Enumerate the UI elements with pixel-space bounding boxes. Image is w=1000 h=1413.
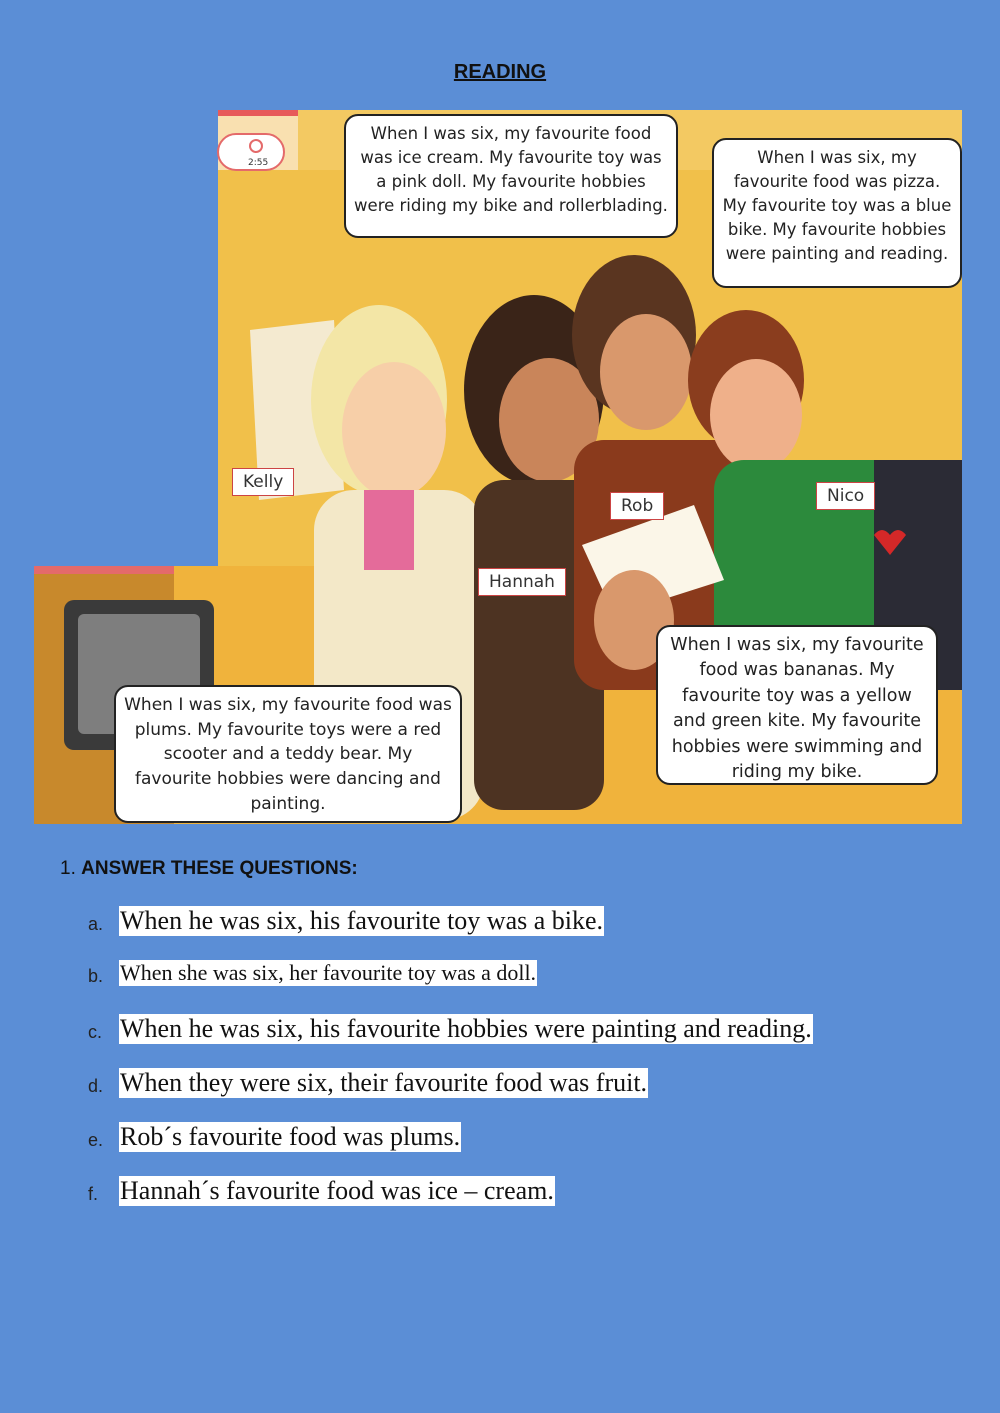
item-letter: d. (88, 1076, 104, 1096)
timer-label: 2:55 (248, 158, 269, 168)
answer-field[interactable]: Rob´s favourite food was plums. (120, 1122, 461, 1151)
comic-illustration (34, 110, 962, 824)
item-letter: b. (88, 966, 104, 986)
answer-field[interactable]: When he was six, his favourite toy was a bike. (120, 906, 604, 935)
question-heading-text: ANSWER THESE QUESTIONS: (81, 858, 358, 879)
item-letter: f. (88, 1184, 99, 1204)
answer-field[interactable]: When they were six, their favourite food was fruit. (120, 1068, 648, 1097)
name-tag-hannah: Hannah (478, 568, 566, 596)
name-tag-nico: Nico (816, 482, 875, 510)
speech-bubble-bottom-left: When I was six, my favourite food was plums. My favourite toys were a red scooter and a teddy bear. My favourite hobbies were dancing and painting. (114, 685, 462, 823)
speech-bubble-bottom-right: When I was six, my favourite food was bananas. My favourite toy was a yellow and green kite. My favourite hobbies were swimming and riding my bike. (656, 625, 938, 785)
speech-bubble-top-right: When I was six, my favourite food was pizza. My favourite toy was a blue bike. My favourite hobbies were painting and reading. (712, 138, 962, 288)
questions-heading (60, 858, 358, 880)
question-number: 1. (60, 858, 76, 879)
item-letter: e. (88, 1130, 104, 1150)
item-letter: a. (88, 914, 104, 934)
item-letter: c. (88, 1022, 103, 1042)
answer-field[interactable]: When she was six, her favourite toy was a doll. (120, 960, 537, 985)
answer-field[interactable]: Hannah´s favourite food was ice – cream. (120, 1176, 554, 1205)
page-title: READING (453, 61, 547, 83)
answer-field[interactable]: When he was six, his favourite hobbies were painting and reading. (120, 1014, 812, 1043)
speech-bubble-top-center: When I was six, my favourite food was ice cream. My favourite toy was a pink doll. My favourite hobbies were riding my bike and rollerblading. (344, 114, 678, 238)
name-tag-rob: Rob (610, 492, 664, 520)
name-tag-kelly: Kelly (232, 468, 294, 496)
